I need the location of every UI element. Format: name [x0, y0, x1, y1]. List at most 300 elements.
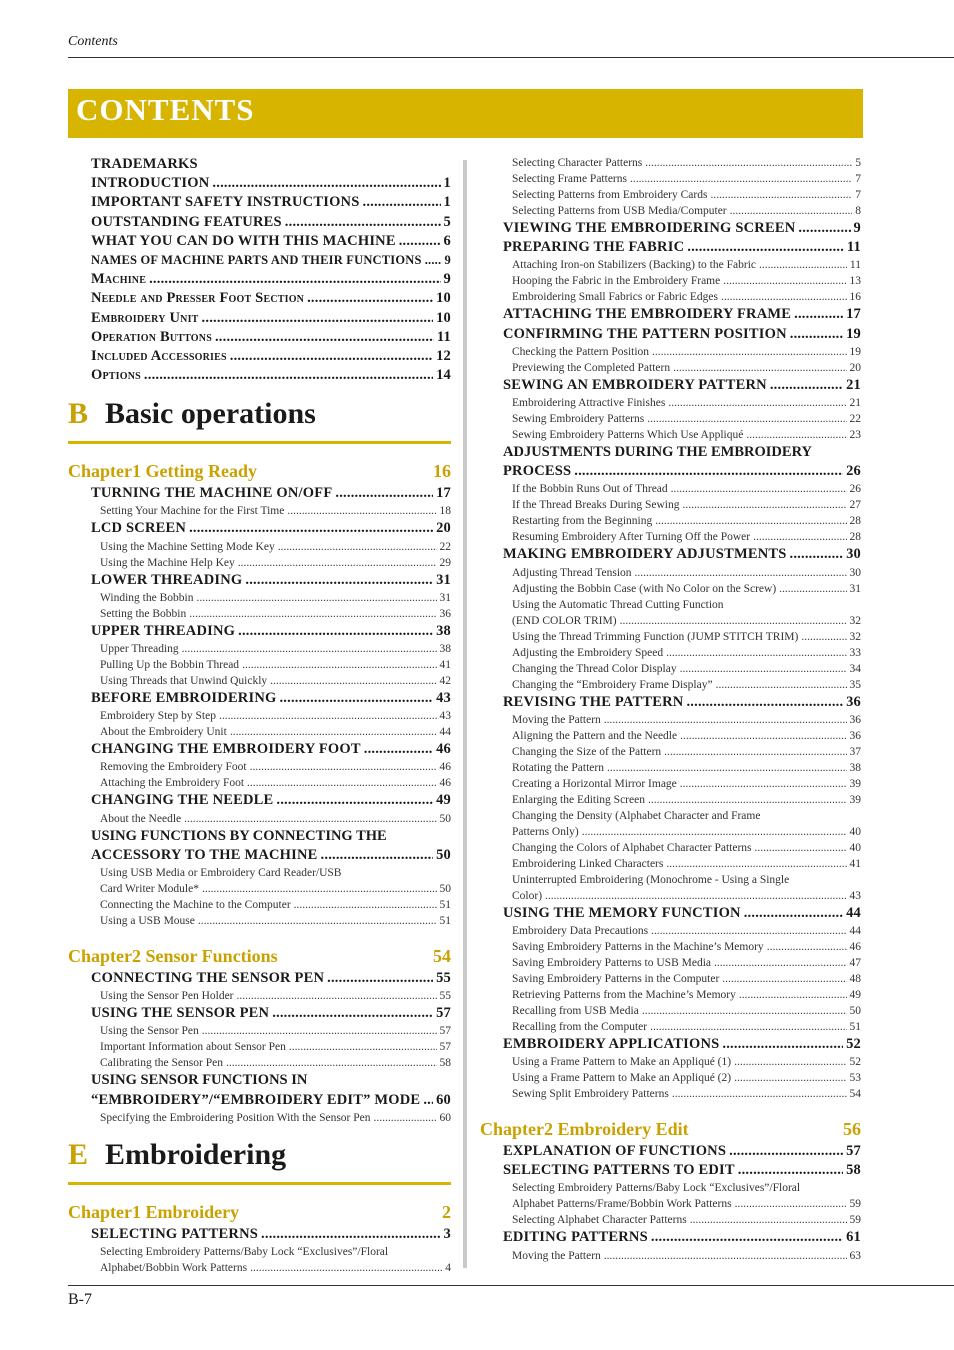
dot-leader: [651, 1228, 843, 1247]
entry-page: 35: [849, 678, 861, 691]
entry-title: Enlarging the Editing Screen: [512, 793, 645, 806]
entry-page: 10: [436, 309, 451, 326]
toc-section-entry[interactable]: [91, 1004, 451, 1023]
toc-left-column: [68, 155, 451, 1276]
toc-section-entry[interactable]: [503, 219, 861, 238]
toc-section-entry[interactable]: [503, 1228, 861, 1247]
entry-page: 44: [846, 904, 861, 921]
dot-leader: [287, 503, 436, 519]
toc-subsection-entry[interactable]: [100, 1260, 451, 1276]
entry-page: 3: [443, 1225, 451, 1242]
toc-subsection-entry[interactable]: [100, 988, 451, 1004]
toc-subsection-entry[interactable]: [512, 187, 861, 203]
front-matter-sublist: [68, 270, 451, 385]
toc-subsection-entry[interactable]: [512, 565, 861, 581]
entry-page: 43: [439, 710, 451, 723]
toc-subsection-entry[interactable]: [512, 712, 861, 728]
toc-subsection-entry[interactable]: [100, 897, 451, 913]
toc-subsection-entry[interactable]: [100, 724, 451, 740]
toc-subsection-entry[interactable]: [100, 759, 451, 775]
entry-page: 19: [849, 345, 861, 358]
toc-subsection-entry[interactable]: [512, 1086, 861, 1102]
toc-subsection-line: Uninterrupted Embroidering (Monochrome - Using a Single: [512, 873, 790, 886]
entry-title: Operation Buttons: [91, 328, 212, 345]
entry-title: Removing the Embroidery Foot: [100, 761, 247, 774]
page-title: CONTENTS: [76, 92, 255, 127]
chapter-label: Chapter1 Getting Ready: [68, 461, 257, 482]
toc-subsection-entry[interactable]: [512, 939, 861, 955]
dot-leader: [738, 1161, 843, 1180]
toc-subsection-entry[interactable]: [512, 840, 861, 856]
toc-subsection-entry[interactable]: [512, 776, 861, 792]
entry-title: “EMBROIDERY”/“EMBROIDERY EDIT” MODE: [91, 1091, 421, 1108]
entry-page: 28: [849, 515, 861, 528]
toc-section-entry[interactable]: [91, 174, 451, 193]
toc-subsection-entry[interactable]: [512, 1003, 861, 1019]
entry-title: Embroidering Small Fabrics or Fabric Edges: [512, 291, 719, 304]
entry-page: 41: [849, 857, 861, 870]
entry-page: 39: [849, 793, 861, 806]
entry-title: EMBROIDERY APPLICATIONS: [503, 1035, 720, 1052]
entry-title: CONFIRMING THE PATTERN POSITION: [503, 325, 787, 342]
toc-section-entry[interactable]: [91, 328, 451, 347]
toc-subsection-entry[interactable]: [512, 289, 861, 305]
dot-leader: [642, 1003, 847, 1019]
entry-page: 46: [439, 777, 451, 790]
toc-subsection-entry[interactable]: [512, 1070, 861, 1086]
entry-title: NAMES OF MACHINE PARTS AND THEIR FUNCTIONS: [91, 252, 422, 267]
part-e-header: [68, 1138, 451, 1185]
toc-section-entry[interactable]: [91, 193, 451, 212]
toc-section-entry[interactable]: [91, 484, 451, 503]
dot-leader: [250, 759, 437, 775]
toc-section-entry[interactable]: [503, 904, 861, 923]
entry-title: Selecting Alphabet Character Patterns: [512, 1214, 687, 1227]
entry-page: 57: [439, 1025, 451, 1038]
part-b-header: [68, 397, 451, 444]
dot-leader: [363, 193, 441, 212]
entry-title: Selecting Character Patterns: [512, 157, 643, 169]
entry-page: 17: [846, 306, 861, 323]
entry-page: 38: [439, 643, 451, 655]
dot-leader: [230, 724, 437, 740]
toc-subsection-entry[interactable]: [512, 1248, 861, 1264]
dot-leader: [794, 305, 843, 324]
entry-page: 5: [443, 213, 451, 230]
toc-subsection-entry[interactable]: [512, 344, 861, 360]
dot-leader: [730, 203, 853, 219]
toc-subsection-entry[interactable]: [512, 481, 861, 497]
entry-page: 58: [846, 1162, 861, 1179]
dot-leader: [714, 955, 847, 971]
toc-section-entry[interactable]: [91, 213, 451, 232]
entry-title: Changing the Thread Color Display: [512, 662, 677, 675]
entry-title: Specifying the Embroidering Position With the Sensor Pen: [100, 1111, 371, 1124]
toc-subsection-entry[interactable]: [512, 529, 861, 545]
toc-subsection-entry[interactable]: [100, 1110, 451, 1126]
entry-title: Moving the Pattern: [512, 713, 601, 726]
entry-title: If the Bobbin Runs Out of Thread: [512, 483, 668, 496]
entry-page: 9: [444, 252, 451, 267]
entry-title: Setting Your Machine for the First Time: [100, 505, 285, 518]
dot-leader: [399, 232, 441, 251]
entry-title: SELECTING PATTERNS TO EDIT: [503, 1162, 735, 1179]
toc-section-entry[interactable]: [91, 1091, 451, 1110]
toc-section-entry[interactable]: [91, 689, 451, 708]
toc-section-entry[interactable]: [91, 270, 451, 289]
toc-subsection-entry[interactable]: [512, 613, 861, 629]
dot-leader: [620, 613, 847, 629]
toc-subsection-entry[interactable]: [512, 273, 861, 289]
dot-leader: [238, 622, 433, 641]
toc-subsection-entry[interactable]: [100, 881, 451, 897]
entry-title: (END COLOR TRIM): [512, 614, 617, 627]
entry-title: Creating a Horizontal Mirror Image: [512, 777, 677, 790]
toc-subsection-entry[interactable]: [100, 913, 451, 929]
entry-page: 37: [849, 745, 861, 758]
entry-page: 22: [849, 412, 861, 425]
entry-page: 17: [436, 485, 451, 502]
toc-subsection-entry[interactable]: [512, 792, 861, 808]
toc-section-entry[interactable]: [503, 1161, 861, 1180]
dot-leader: [604, 712, 847, 728]
entry-title: Changing the Size of the Pattern: [512, 745, 662, 758]
dot-leader: [327, 969, 433, 988]
entry-page: 61: [846, 1229, 861, 1246]
toc-subsection-entry[interactable]: [100, 555, 451, 571]
entry-page: 44: [849, 924, 861, 937]
toc-subsection-entry[interactable]: [512, 1196, 861, 1212]
dot-leader: [666, 645, 846, 661]
dot-leader: [801, 629, 846, 645]
toc-section-entry[interactable]: [503, 1142, 861, 1161]
entry-page: 20: [849, 361, 861, 374]
dot-leader: [734, 1054, 846, 1070]
toc-subsection-entry[interactable]: [512, 395, 861, 411]
dot-leader: [374, 1110, 437, 1126]
entry-title: Adjusting the Embroidery Speed: [512, 646, 664, 659]
dot-leader: [189, 519, 433, 538]
toc-section-entry[interactable]: [503, 238, 861, 257]
entry-title: Options: [91, 367, 141, 384]
entry-title: Changing the “Embroidery Frame Display”: [512, 678, 713, 691]
entry-page: 46: [849, 940, 861, 953]
toc-subsection-entry[interactable]: [512, 360, 861, 376]
entry-title: EXPLANATION OF FUNCTIONS: [503, 1143, 727, 1160]
entry-title: If the Thread Breaks During Sewing: [512, 499, 680, 512]
entry-page: 7: [855, 173, 861, 185]
entry-page: 38: [436, 622, 451, 639]
toc-section-entry[interactable]: [503, 1035, 861, 1054]
entry-page: 29: [439, 556, 451, 569]
dot-leader: [746, 427, 846, 443]
dot-leader: [680, 661, 847, 677]
toc-section-entry[interactable]: [91, 969, 451, 988]
toc-subsection-entry[interactable]: [512, 888, 861, 904]
entry-title: Connecting the Machine to the Computer: [100, 898, 291, 911]
entry-page: 50: [439, 882, 451, 895]
part-letter: E: [68, 1137, 89, 1171]
entry-title: Changing the Colors of Alphabet Character Patterns: [512, 841, 752, 854]
entry-page: 36: [849, 729, 861, 742]
toc-section-entry[interactable]: [91, 846, 451, 865]
chapter-page: 2: [442, 1201, 451, 1222]
entry-title: Selecting Patterns from Embroidery Cards: [512, 189, 708, 201]
entry-title: Selecting Frame Patterns: [512, 173, 627, 185]
entry-title: Sewing Embroidery Patterns: [512, 412, 645, 425]
dot-leader: [671, 481, 847, 497]
entry-page: 5: [855, 157, 861, 169]
dot-leader: [425, 251, 442, 270]
entry-page: 32: [849, 630, 861, 643]
entry-title: PREPARING THE FABRIC: [503, 239, 685, 256]
dot-leader: [722, 971, 846, 987]
dot-leader: [673, 360, 846, 376]
dot-leader: [285, 213, 441, 232]
entry-page: 55: [436, 969, 451, 986]
entry-page: 20: [436, 520, 451, 537]
toc-subsection-entry[interactable]: [100, 641, 451, 657]
toc-section-entry[interactable]: [503, 325, 861, 344]
toc-subsection-entry[interactable]: [512, 728, 861, 744]
entry-page: 59: [849, 1214, 861, 1227]
toc-section-entry[interactable]: [91, 519, 451, 538]
entry-page: 1: [443, 175, 451, 192]
entry-title: Moving the Pattern: [512, 1249, 601, 1262]
toc-subsection-entry[interactable]: [100, 503, 451, 519]
toc-subsection-entry[interactable]: [512, 203, 861, 219]
toc-subsection-entry[interactable]: [512, 1054, 861, 1070]
entry-page: 43: [436, 690, 451, 706]
dot-leader: [710, 187, 852, 203]
chapter-heading[interactable]: [480, 1116, 861, 1142]
entry-title: LCD SCREEN: [91, 520, 187, 537]
dot-leader: [672, 1086, 847, 1102]
toc-subsection-entry[interactable]: [100, 606, 451, 622]
toc-section-entry[interactable]: [503, 462, 861, 481]
dot-leader: [574, 462, 843, 481]
chapter-heading[interactable]: [68, 458, 451, 484]
dot-leader: [735, 1196, 847, 1212]
entry-page: 31: [849, 582, 861, 595]
toc-subsection-entry[interactable]: [512, 824, 861, 840]
toc-subsection-entry[interactable]: [512, 856, 861, 872]
toc-section-entry[interactable]: [91, 1225, 451, 1244]
chapter-label: Chapter1 Embroidery: [68, 1201, 240, 1222]
entry-title: About the Needle: [100, 812, 182, 825]
toc-subsection-entry[interactable]: [512, 744, 861, 760]
dot-leader: [604, 1248, 847, 1264]
toc-section-entry[interactable]: [503, 305, 861, 324]
toc-subsection-entry[interactable]: [512, 629, 861, 645]
toc-subsection-entry[interactable]: [512, 971, 861, 987]
entry-page: 30: [846, 546, 861, 563]
dot-leader: [770, 376, 843, 395]
dot-leader: [364, 740, 433, 759]
dot-leader: [198, 913, 437, 929]
entry-title: Pulling Up the Bobbin Thread: [100, 659, 240, 671]
toc-section-entry[interactable]: [91, 571, 451, 590]
entry-page: 36: [849, 713, 861, 726]
dot-leader: [607, 760, 847, 776]
toc-subsection-entry[interactable]: [512, 257, 861, 273]
toc-section-entry[interactable]: [91, 251, 451, 270]
toc-subsection-entry[interactable]: [512, 1212, 861, 1228]
dot-leader: [321, 846, 434, 865]
toc-subsection-entry[interactable]: [100, 590, 451, 606]
toc-section-entry[interactable]: [91, 309, 451, 328]
dot-leader: [690, 1212, 847, 1228]
part-title: Embroidering: [105, 1137, 287, 1171]
entry-title: About the Embroidery Unit: [100, 726, 227, 739]
toc-subsection-entry[interactable]: [100, 657, 451, 673]
toc-section-entry[interactable]: [91, 740, 451, 759]
toc-subsection-entry[interactable]: [100, 1039, 451, 1055]
entry-page: 12: [436, 347, 451, 364]
entry-title: Adjusting the Bobbin Case (with No Color on the Screw): [512, 582, 777, 595]
toc-subsection-entry[interactable]: [512, 497, 861, 513]
dot-leader: [289, 1039, 437, 1055]
toc-section-entry[interactable]: [503, 545, 861, 564]
dot-leader: [582, 824, 847, 840]
entry-page: 30: [849, 566, 861, 579]
entry-title: LOWER THREADING: [91, 571, 243, 588]
entry-title: Saving Embroidery Patterns in the Computer: [512, 972, 720, 985]
dot-leader: [237, 988, 437, 1004]
dot-leader: [276, 791, 433, 810]
toc-section-entry[interactable]: [91, 232, 451, 251]
entry-page: 13: [849, 275, 861, 288]
entry-page: 31: [436, 571, 451, 588]
toc-subsection-entry[interactable]: [512, 661, 861, 677]
entry-page: 26: [846, 463, 861, 480]
entry-title: CHANGING THE NEEDLE: [91, 792, 274, 809]
entry-page: 11: [436, 328, 451, 345]
toc-subsection-entry[interactable]: [100, 673, 451, 689]
toc-section-entry[interactable]: [91, 347, 451, 366]
dot-leader: [680, 776, 847, 792]
toc-subsection-entry[interactable]: [512, 411, 861, 427]
toc-subsection-entry[interactable]: [100, 811, 451, 827]
entry-page: 51: [439, 914, 451, 927]
dot-leader: [650, 1019, 846, 1035]
toc-section-entry[interactable]: [503, 376, 861, 395]
toc-subsection-entry[interactable]: [512, 645, 861, 661]
entry-page: 41: [439, 659, 451, 671]
toc-section-entry[interactable]: [91, 366, 451, 385]
entry-page: 51: [439, 898, 451, 911]
entry-title: Included Accessories: [91, 347, 227, 364]
entry-title: ACCESSORY TO THE MACHINE: [91, 846, 318, 863]
entry-page: 39: [849, 777, 861, 790]
toc-subsection-entry[interactable]: [512, 955, 861, 971]
entry-title: Saving Embroidery Patterns in the Machine’s Memory: [512, 940, 764, 953]
entry-title: Embroidery Data Precautions: [512, 924, 649, 937]
dot-leader: [779, 581, 846, 597]
toc-section-entry[interactable]: [503, 693, 861, 712]
dot-leader: [790, 325, 843, 344]
dot-leader: [798, 219, 850, 238]
entry-title: SEWING AN EMBROIDERY PATTERN: [503, 376, 767, 393]
dot-leader: [182, 641, 437, 657]
entry-page: 57: [436, 1005, 451, 1022]
toc-subsection-entry[interactable]: [512, 923, 861, 939]
toc-section-entry[interactable]: [91, 155, 451, 174]
dot-leader: [729, 1142, 843, 1161]
chapter-heading[interactable]: [68, 943, 451, 969]
toc-subsection-entry[interactable]: [512, 760, 861, 776]
chapter-entries: [68, 969, 451, 1126]
toc-subsection-entry[interactable]: [100, 708, 451, 724]
toc-subsection-entry[interactable]: [512, 987, 861, 1003]
dot-leader: [723, 273, 846, 289]
toc-subsection-entry[interactable]: [512, 581, 861, 597]
dot-leader: [423, 1091, 433, 1110]
entry-title: Embroidering Attractive Finishes: [512, 396, 666, 409]
chapter-page: 56: [843, 1119, 861, 1140]
toc-subsection-entry[interactable]: [100, 1055, 451, 1071]
toc-subsection-entry[interactable]: [100, 539, 451, 555]
toc-subsection-entry[interactable]: [512, 427, 861, 443]
dot-leader: [307, 289, 433, 308]
entry-title: PROCESS: [503, 463, 572, 480]
dot-leader: [202, 1023, 437, 1039]
toc-subsection-entry[interactable]: [512, 513, 861, 529]
entry-title: Using the Machine Help Key: [100, 556, 235, 569]
toc-section-line: USING FUNCTIONS BY CONNECTING THE: [91, 827, 387, 844]
toc-section-entry[interactable]: [91, 289, 451, 308]
dot-leader: [279, 689, 433, 708]
entry-page: 36: [439, 607, 451, 620]
entry-page: 11: [846, 239, 861, 256]
entry-title: UPPER THREADING: [91, 622, 236, 639]
top-rule: [68, 57, 954, 58]
dot-leader: [755, 840, 847, 856]
entry-title: BEFORE EMBROIDERING: [91, 690, 277, 706]
entry-title: USING THE SENSOR PEN: [91, 1005, 270, 1022]
entry-page: 63: [849, 1249, 861, 1262]
running-head: Contents: [68, 34, 118, 49]
entry-title: WHAT YOU CAN DO WITH THIS MACHINE: [91, 232, 396, 249]
toc-subsection-entry[interactable]: [512, 1019, 861, 1035]
entry-page: 55: [439, 990, 451, 1003]
toc-section-entry[interactable]: [91, 791, 451, 810]
toc-subsection-entry[interactable]: [512, 171, 861, 187]
toc-section-line: USING SENSOR FUNCTIONS IN: [91, 1072, 308, 1089]
entry-page: 23: [849, 428, 861, 441]
dot-leader: [716, 677, 847, 693]
entry-page: 16: [849, 291, 861, 304]
front-matter-list: [68, 155, 451, 270]
toc-subsection-entry[interactable]: [100, 1023, 451, 1039]
toc-subsection-entry[interactable]: [512, 677, 861, 693]
entry-title: Restarting from the Beginning: [512, 515, 653, 528]
entry-page: 46: [436, 741, 451, 758]
toc-subsection-entry[interactable]: [100, 775, 451, 791]
chapter-heading[interactable]: [68, 1199, 451, 1225]
entry-title: Needle and Presser Foot Section: [91, 290, 305, 307]
entry-title: Embroidering Linked Characters: [512, 857, 664, 870]
dot-leader: [212, 174, 440, 193]
entry-title: OUTSTANDING FEATURES: [91, 213, 282, 230]
entry-title: Checking the Pattern Position: [512, 345, 650, 358]
dot-leader: [202, 309, 434, 328]
entry-page: 22: [439, 540, 451, 553]
entry-page: 14: [436, 367, 451, 384]
dot-leader: [149, 270, 440, 289]
toc-section-entry[interactable]: [91, 622, 451, 641]
toc-subsection-entry[interactable]: [512, 155, 861, 171]
